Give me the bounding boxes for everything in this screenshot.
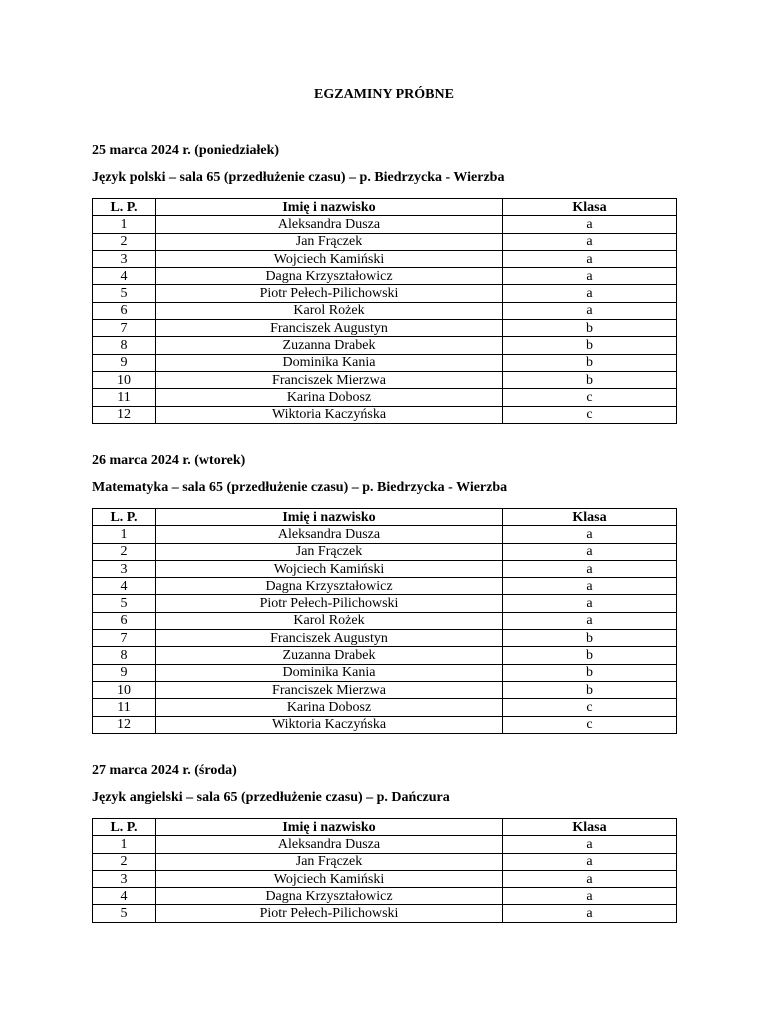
row-class: b [503, 354, 677, 371]
row-lp: 3 [93, 870, 156, 887]
row-lp: 1 [93, 526, 156, 543]
row-name: Wiktoria Kaczyńska [156, 716, 503, 733]
row-class: a [503, 578, 677, 595]
header-lp: L. P. [93, 199, 156, 216]
row-class: a [503, 595, 677, 612]
row-name: Franciszek Augustyn [156, 630, 503, 647]
row-lp: 6 [93, 302, 156, 319]
table-row [93, 578, 677, 595]
table-row [93, 216, 677, 233]
session-3-subject: Język angielski – sala 65 (przedłużenie czasu) – p. Dańczura [92, 790, 450, 805]
table-row [93, 371, 677, 388]
table-header-row [93, 509, 677, 526]
row-lp: 4 [93, 888, 156, 905]
row-lp: 12 [93, 406, 156, 423]
row-name: Aleksandra Dusza [156, 836, 503, 853]
row-class: a [503, 216, 677, 233]
row-name: Aleksandra Dusza [156, 216, 503, 233]
document-title: EGZAMINY PRÓBNE [314, 87, 454, 102]
row-class: c [503, 699, 677, 716]
session-1-subject: Język polski – sala 65 (przedłużenie czasu) – p. Biedrzycka - Wierzba [92, 170, 505, 185]
row-class: a [503, 905, 677, 922]
session-3-date: 27 marca 2024 r. (środa) [92, 763, 237, 778]
row-name: Dominika Kania [156, 664, 503, 681]
row-class: a [503, 612, 677, 629]
row-lp: 2 [93, 543, 156, 560]
row-class: b [503, 630, 677, 647]
row-name: Wojciech Kamiński [156, 250, 503, 267]
row-lp: 7 [93, 630, 156, 647]
row-name: Dagna Krzyształowicz [156, 268, 503, 285]
row-class: a [503, 233, 677, 250]
table-row [93, 853, 677, 870]
row-class: a [503, 853, 677, 870]
row-class: a [503, 560, 677, 577]
table-header-row [93, 199, 677, 216]
table-row [93, 664, 677, 681]
row-class: b [503, 337, 677, 354]
row-lp: 4 [93, 578, 156, 595]
table-row [93, 526, 677, 543]
row-lp: 9 [93, 354, 156, 371]
row-class: b [503, 664, 677, 681]
header-lp: L. P. [93, 509, 156, 526]
header-class: Klasa [503, 509, 677, 526]
header-name: Imię i nazwisko [156, 819, 503, 836]
row-name: Dominika Kania [156, 354, 503, 371]
row-name: Piotr Pełech-Pilichowski [156, 595, 503, 612]
table-row [93, 560, 677, 577]
table-row [93, 543, 677, 560]
table-row [93, 681, 677, 698]
row-class: a [503, 543, 677, 560]
table-row [93, 595, 677, 612]
row-name: Jan Frączek [156, 543, 503, 560]
row-lp: 10 [93, 371, 156, 388]
table-row [93, 870, 677, 887]
row-lp: 5 [93, 285, 156, 302]
session-2-date: 26 marca 2024 r. (wtorek) [92, 453, 246, 468]
row-name: Wiktoria Kaczyńska [156, 406, 503, 423]
row-lp: 1 [93, 216, 156, 233]
header-name: Imię i nazwisko [156, 199, 503, 216]
session-3-table [92, 818, 677, 923]
header-class: Klasa [503, 819, 677, 836]
row-name: Wojciech Kamiński [156, 560, 503, 577]
session-2-subject: Matematyka – sala 65 (przedłużenie czasu) – p. Biedrzycka - Wierzba [92, 480, 508, 495]
row-name: Franciszek Mierzwa [156, 371, 503, 388]
row-lp: 10 [93, 681, 156, 698]
row-lp: 11 [93, 699, 156, 716]
row-class: a [503, 870, 677, 887]
row-lp: 11 [93, 389, 156, 406]
row-class: a [503, 285, 677, 302]
row-name: Franciszek Mierzwa [156, 681, 503, 698]
table-row [93, 337, 677, 354]
header-lp: L. P. [93, 819, 156, 836]
row-lp: 2 [93, 233, 156, 250]
row-lp: 5 [93, 905, 156, 922]
row-name: Karol Rożek [156, 302, 503, 319]
table-row [93, 836, 677, 853]
row-class: a [503, 268, 677, 285]
row-name: Piotr Pełech-Pilichowski [156, 905, 503, 922]
row-name: Zuzanna Drabek [156, 647, 503, 664]
row-class: a [503, 888, 677, 905]
row-lp: 12 [93, 716, 156, 733]
row-lp: 2 [93, 853, 156, 870]
row-name: Dagna Krzyształowicz [156, 578, 503, 595]
table-row [93, 630, 677, 647]
row-name: Karina Dobosz [156, 389, 503, 406]
table-row [93, 716, 677, 733]
table-row [93, 888, 677, 905]
header-class: Klasa [503, 199, 677, 216]
row-lp: 8 [93, 647, 156, 664]
row-class: a [503, 302, 677, 319]
table-row [93, 320, 677, 337]
row-class: c [503, 389, 677, 406]
table-row [93, 285, 677, 302]
table-row [93, 612, 677, 629]
row-lp: 1 [93, 836, 156, 853]
row-name: Jan Frączek [156, 853, 503, 870]
row-class: a [503, 836, 677, 853]
table-row [93, 302, 677, 319]
row-lp: 8 [93, 337, 156, 354]
table-row [93, 699, 677, 716]
row-name: Dagna Krzyształowicz [156, 888, 503, 905]
row-name: Franciszek Augustyn [156, 320, 503, 337]
table-row [93, 905, 677, 922]
header-name: Imię i nazwisko [156, 509, 503, 526]
row-lp: 3 [93, 250, 156, 267]
row-name: Wojciech Kamiński [156, 870, 503, 887]
table-row [93, 250, 677, 267]
row-name: Karol Rożek [156, 612, 503, 629]
session-2-table [92, 508, 677, 734]
table-row [93, 233, 677, 250]
table-row [93, 389, 677, 406]
row-class: a [503, 526, 677, 543]
row-name: Jan Frączek [156, 233, 503, 250]
row-class: c [503, 716, 677, 733]
row-class: b [503, 320, 677, 337]
row-lp: 4 [93, 268, 156, 285]
table-row [93, 268, 677, 285]
table-row [93, 354, 677, 371]
row-lp: 9 [93, 664, 156, 681]
row-name: Piotr Pełech-Pilichowski [156, 285, 503, 302]
table-header-row [93, 819, 677, 836]
row-class: b [503, 681, 677, 698]
row-name: Zuzanna Drabek [156, 337, 503, 354]
row-lp: 5 [93, 595, 156, 612]
row-class: c [503, 406, 677, 423]
session-1-date: 25 marca 2024 r. (poniedziałek) [92, 143, 280, 158]
row-lp: 7 [93, 320, 156, 337]
row-class: b [503, 371, 677, 388]
row-name: Karina Dobosz [156, 699, 503, 716]
session-1-table [92, 198, 677, 424]
row-lp: 6 [93, 612, 156, 629]
row-lp: 3 [93, 560, 156, 577]
table-row [93, 406, 677, 423]
table-row [93, 647, 677, 664]
row-class: a [503, 250, 677, 267]
row-name: Aleksandra Dusza [156, 526, 503, 543]
row-class: b [503, 647, 677, 664]
